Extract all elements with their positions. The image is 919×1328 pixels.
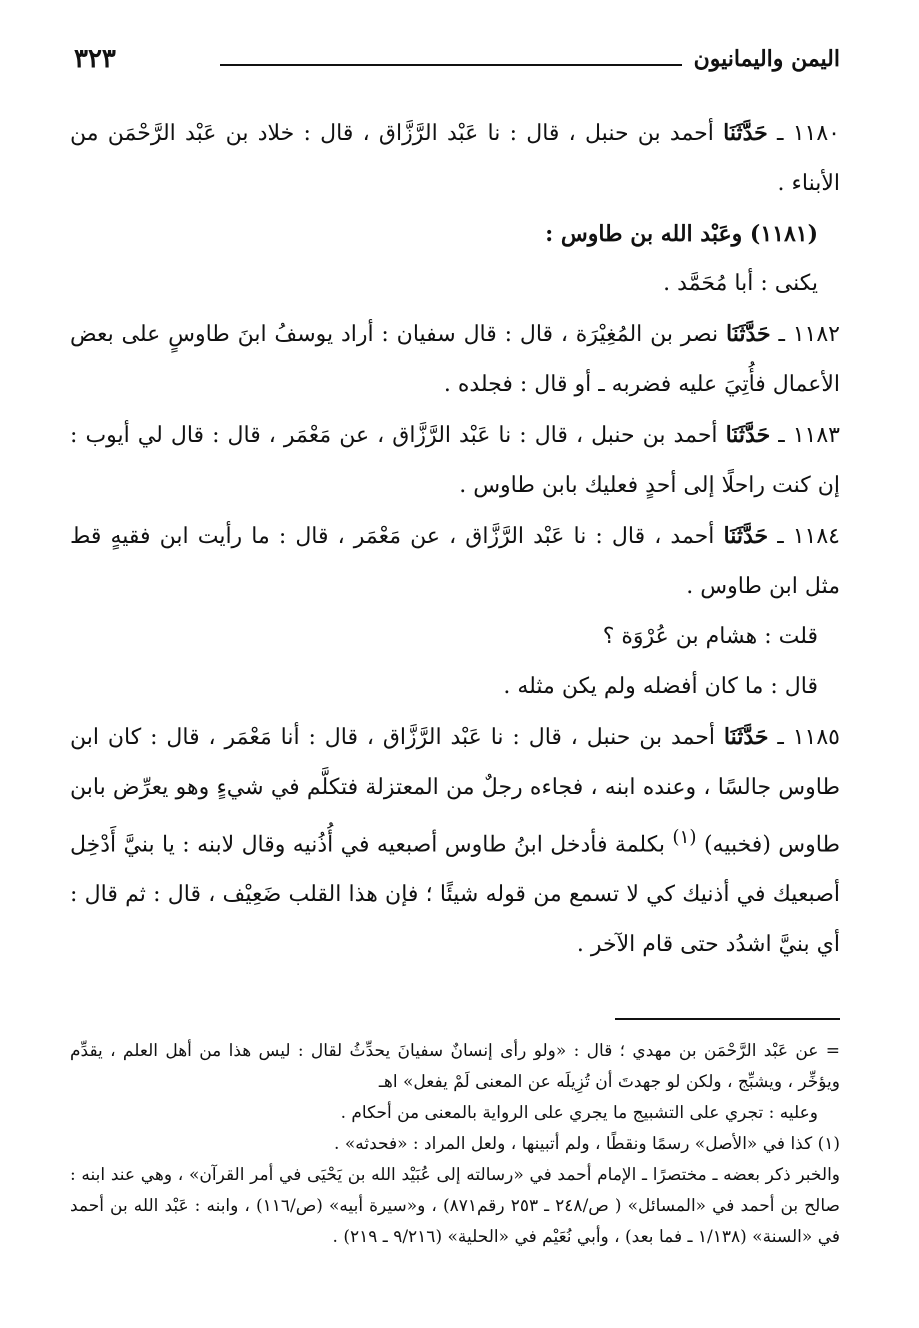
entry-1184-answer: قال : ما كان أفضله ولم يكن مثله .	[503, 674, 818, 699]
footnotes	[70, 1036, 840, 1253]
entry-1185	[70, 712, 840, 970]
narration-keyword: حَدَّثَنَا	[723, 523, 769, 549]
entry-1181-text: يكنى : أبا مُحَمَّد .	[663, 271, 818, 296]
entry-number: ١١٨٤ ـ	[777, 524, 840, 549]
entry-number: ١١٨٣ ـ	[778, 423, 840, 448]
footnote-continuation: = عن عَبْد الرَّحْمَن بن مهدي ؛ قال : «ولو رأى إنسانٌ سفيانَ يحدِّثُ لقال : ليس هذا من أهل العلم ، يقدِّم ويؤخِّر ، ويشبِّج ، ولكن لو جهدتَ أن تُزِيلَه عن المعنى لَمْ يفعل» اهـ	[70, 1041, 840, 1093]
entry-text: نصر بن المُغِيْرَة ، قال : قال سفيان : أراد يوسفُ ابنَ طاوسٍ على بعض الأعمال فأُتِيَ عليه فضربه ـ أو قال : فجلده .	[70, 322, 840, 397]
entry-text: أحمد بن حنبل ، قال : نا عَبْد الرَّزَّاق ، قال : خلاد بن عَبْد الرَّحْمَن من الأبناء .	[70, 121, 840, 196]
narration-keyword: حَدَّثَنَا	[725, 422, 771, 448]
header-rule	[220, 64, 682, 66]
main-text	[70, 108, 840, 970]
book-page	[70, 40, 840, 1290]
entry-text: أحمد بن حنبل ، قال : نا عَبْد الرَّزَّاق ، عن مَعْمَر ، قال : قال لي أيوب : إن كنت راحلًا إلى أحدٍ فعليك بابن طاوس .	[70, 423, 840, 498]
narration-keyword: حَدَّثَنَا	[723, 120, 768, 146]
entry-number: ١١٨٢ ـ	[778, 322, 840, 347]
entry-1180	[70, 108, 840, 209]
footnote-rule	[615, 1018, 840, 1020]
entry-1182	[70, 309, 840, 410]
entry-1184-question: قلت : هشام بن عُرْوَة ؟	[602, 624, 818, 649]
footnote-marker[interactable]: (١)	[672, 827, 697, 848]
running-title: اليمن واليمانيون	[693, 46, 840, 72]
entry-1184	[70, 511, 840, 612]
entry-1183	[70, 410, 840, 511]
entry-1181-heading: (١١٨١) وعَبْد الله بن طاوس :	[545, 221, 818, 247]
page-number: ٣٢٣	[74, 44, 116, 74]
page-header	[70, 40, 840, 88]
entry-text: أحمد ، قال : نا عَبْد الرَّزَّاق ، عن مَعْمَر ، قال : ما رأيت ابن فقيهٍ قط مثل ابن طاوس .	[70, 524, 840, 599]
entry-number: ١١٨٥ ـ	[777, 725, 840, 750]
footnote-1-source: والخبر ذكر بعضه ـ مختصرًا ـ الإمام أحمد في «رسالته إلى عُبَيْد الله بن يَحْيَى في أمر القرآن» ، وهي عند ابنه : صالح بن أحمد في «المسائل» ( ص/٢٤٨ ـ ٢٥٣ رقم٨٧١) ، و«سيرة أبيه» (ص/١١٦) ، وابنه : عَبْد الله بن أحمد في «السنة» (١/١٣٨ ـ فما بعد) ، وأبي نُعَيْم في «الحلية» (٩/٢١٦ ـ ٢١٩) .	[70, 1165, 840, 1248]
entry-text-continued: بكلمة فأدخل ابنُ طاوس أصبعيه في أُذُنيه وقال لابنه : يا بنيَّ أَدْخِل أصبعيك في أذنيك كي لا تسمع من قوله شيئًا ؛ فإن هذا القلب ضَعِيْف ، قال : ثم قال : أي بنيَّ اشدُد حتى قام الآخر .	[70, 832, 840, 958]
footnote-continuation-note: وعليه : تجري على التشبيج ما يجري على الرواية بالمعنى من أحكام .	[340, 1103, 818, 1124]
narration-keyword: حَدَّثَنَا	[725, 321, 771, 347]
narration-keyword: حَدَّثَنَا	[723, 724, 769, 750]
footnote-1: (١) كذا في «الأصل» رسمًا ونقطًا ، ولم أتبينها ، ولعل المراد : «فحدثه» .	[334, 1134, 840, 1155]
entry-text: أحمد بن حنبل ، قال : نا عَبْد الرَّزَّاق ، قال : أنا مَعْمَر ، قال : كان ابن طاوس جالسًا ، وعنده ابنه ، فجاءه رجلٌ من المعتزلة فتكلَّم في شيءٍ وهو يعرِّض بابن طاوس (فخبيه)	[70, 725, 840, 858]
entry-number: ١١٨٠ ـ	[777, 121, 840, 146]
